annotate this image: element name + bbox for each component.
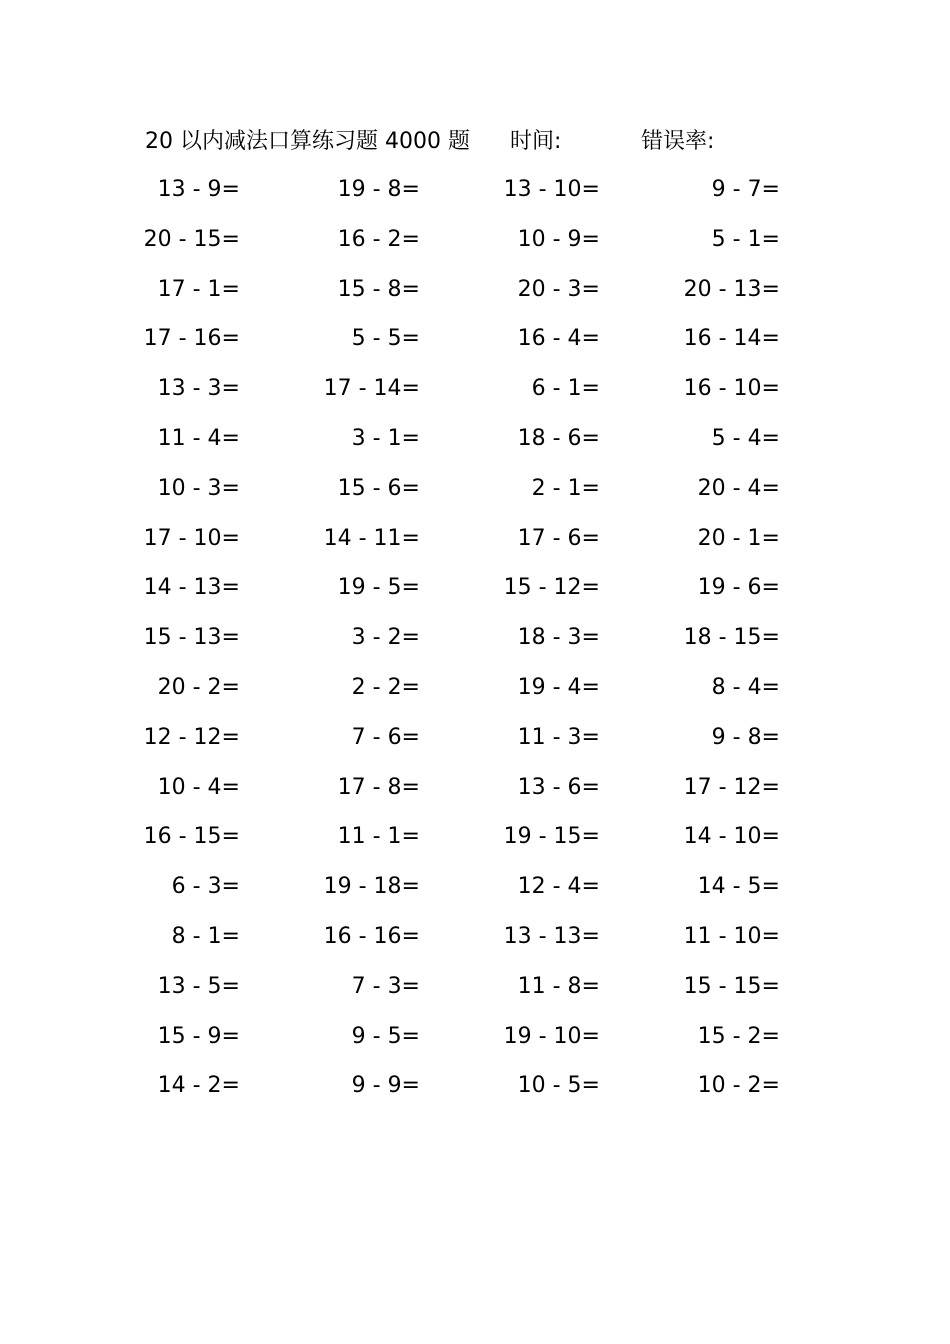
problem-item: 6 - 1= — [531, 376, 600, 402]
problem-item: 18 - 6= — [517, 425, 600, 451]
problem-row — [0, 867, 950, 917]
problem-item: 15 - 2= — [697, 1023, 780, 1049]
problem-item: 2 - 1= — [531, 475, 600, 501]
problem-item: 20 - 3= — [517, 276, 600, 302]
problem-item: 19 - 5= — [337, 575, 420, 601]
problem-item: 3 - 1= — [351, 425, 420, 451]
problem-item: 10 - 9= — [517, 226, 600, 252]
problem-item: 17 - 8= — [337, 774, 420, 800]
problem-item: 17 - 10= — [143, 525, 240, 551]
problem-row — [0, 817, 950, 867]
problem-item: 16 - 2= — [337, 226, 420, 252]
problem-item: 20 - 1= — [697, 525, 780, 551]
problem-item: 9 - 9= — [351, 1073, 420, 1099]
problem-item: 20 - 2= — [157, 674, 240, 700]
problem-item: 19 - 10= — [503, 1023, 600, 1049]
problem-item: 8 - 4= — [711, 674, 780, 700]
problem-item: 17 - 14= — [323, 376, 420, 402]
problem-item: 20 - 15= — [143, 226, 240, 252]
problem-grid — [0, 170, 950, 1116]
problem-item: 17 - 16= — [143, 326, 240, 352]
problem-item: 14 - 13= — [143, 575, 240, 601]
problem-item: 14 - 10= — [683, 824, 780, 850]
problem-row — [0, 718, 950, 768]
problem-item: 15 - 15= — [683, 973, 780, 999]
problem-row — [0, 1017, 950, 1067]
problem-item: 19 - 6= — [697, 575, 780, 601]
problem-item: 15 - 9= — [157, 1023, 240, 1049]
problem-item: 11 - 8= — [517, 973, 600, 999]
problem-item: 19 - 4= — [517, 674, 600, 700]
problem-item: 2 - 2= — [351, 674, 420, 700]
problem-item: 12 - 4= — [517, 874, 600, 900]
worksheet-title: 20 以内减法口算练习题 4000 题 — [145, 129, 470, 154]
time-label: 时间: — [510, 129, 562, 154]
problem-item: 15 - 13= — [143, 625, 240, 651]
problem-item: 13 - 5= — [157, 973, 240, 999]
problem-item: 18 - 3= — [517, 625, 600, 651]
problem-item: 5 - 5= — [351, 326, 420, 352]
problem-row — [0, 270, 950, 320]
problem-item: 6 - 3= — [171, 874, 240, 900]
problem-item: 16 - 15= — [143, 824, 240, 850]
problem-item: 3 - 2= — [351, 625, 420, 651]
problem-item: 19 - 8= — [337, 177, 420, 202]
problem-row — [0, 917, 950, 967]
problem-item: 5 - 1= — [711, 226, 780, 252]
problem-item: 15 - 12= — [503, 575, 600, 601]
problem-item: 13 - 6= — [517, 774, 600, 800]
problem-row — [0, 618, 950, 668]
problem-item: 14 - 2= — [157, 1073, 240, 1099]
problem-item: 7 - 3= — [351, 973, 420, 999]
problem-item: 12 - 12= — [143, 724, 240, 750]
problem-row — [0, 220, 950, 270]
problem-item: 9 - 7= — [711, 177, 780, 202]
problem-item: 19 - 15= — [503, 824, 600, 850]
problem-row — [0, 668, 950, 718]
problem-row — [0, 319, 950, 369]
problem-item: 10 - 5= — [517, 1073, 600, 1099]
problem-item: 17 - 1= — [157, 276, 240, 302]
problem-item: 13 - 10= — [503, 177, 600, 202]
problem-item: 14 - 5= — [697, 874, 780, 900]
problem-item: 13 - 13= — [503, 923, 600, 949]
problem-item: 17 - 6= — [517, 525, 600, 551]
problem-item: 11 - 10= — [683, 923, 780, 949]
problem-item: 13 - 3= — [157, 376, 240, 402]
problem-row — [0, 519, 950, 569]
problem-item: 17 - 12= — [683, 774, 780, 800]
error-rate-label: 错误率: — [641, 129, 715, 154]
problem-item: 13 - 9= — [157, 177, 240, 202]
problem-row — [0, 369, 950, 419]
problem-item: 9 - 8= — [711, 724, 780, 750]
problem-item: 5 - 4= — [711, 425, 780, 451]
problem-item: 18 - 15= — [683, 625, 780, 651]
problem-item: 16 - 4= — [517, 326, 600, 352]
problem-row — [0, 1066, 950, 1116]
problem-row — [0, 170, 950, 220]
problem-item: 11 - 4= — [157, 425, 240, 451]
problem-item: 16 - 16= — [323, 923, 420, 949]
problem-item: 20 - 13= — [683, 276, 780, 302]
problem-item: 9 - 5= — [351, 1023, 420, 1049]
problem-item: 14 - 11= — [323, 525, 420, 551]
problem-row — [0, 768, 950, 818]
problem-item: 16 - 10= — [683, 376, 780, 402]
problem-row — [0, 469, 950, 519]
problem-row — [0, 568, 950, 618]
problem-item: 8 - 1= — [171, 923, 240, 949]
problem-item: 11 - 3= — [517, 724, 600, 750]
worksheet-header — [0, 122, 950, 162]
problem-item: 7 - 6= — [351, 724, 420, 750]
problem-row — [0, 419, 950, 469]
problem-item: 10 - 4= — [157, 774, 240, 800]
problem-item: 20 - 4= — [697, 475, 780, 501]
problem-item: 15 - 6= — [337, 475, 420, 501]
problem-item: 15 - 8= — [337, 276, 420, 302]
problem-item: 10 - 2= — [697, 1073, 780, 1099]
problem-row — [0, 967, 950, 1017]
problem-item: 11 - 1= — [337, 824, 420, 850]
problem-item: 19 - 18= — [323, 874, 420, 900]
problem-item: 16 - 14= — [683, 326, 780, 352]
problem-item: 10 - 3= — [157, 475, 240, 501]
